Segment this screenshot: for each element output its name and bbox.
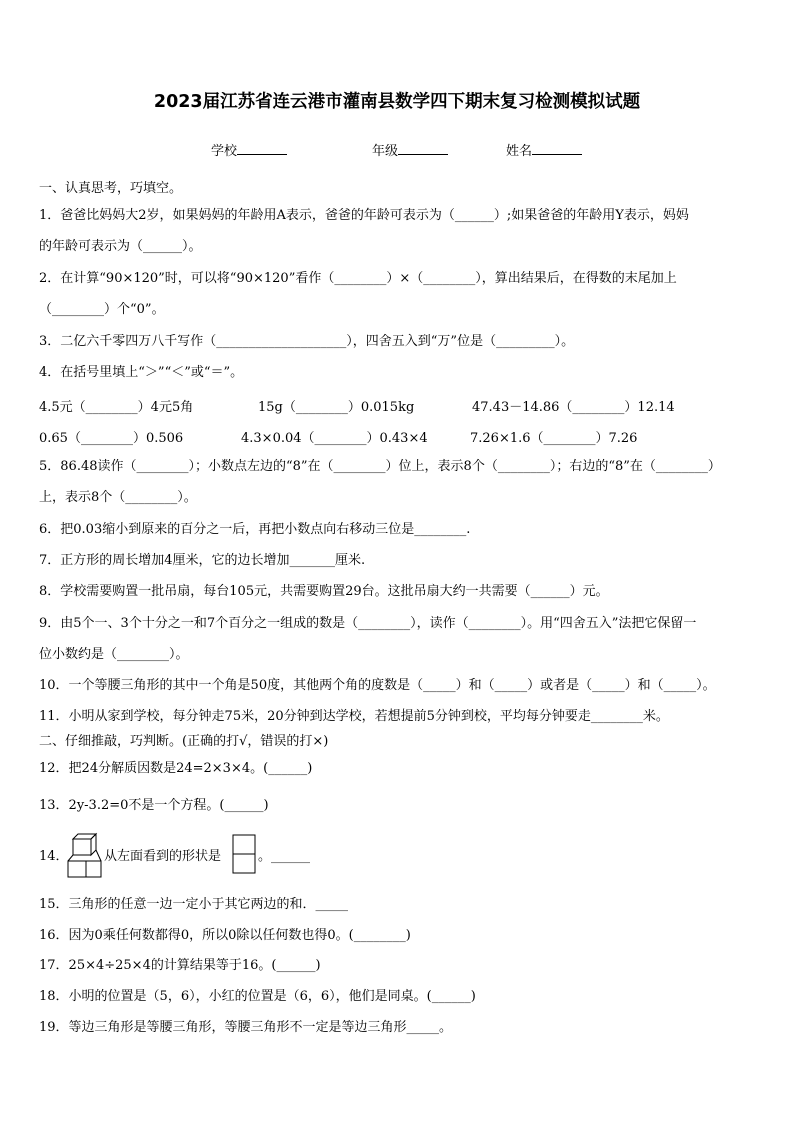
stacked-cubes-figure xyxy=(67,830,103,878)
question-2-line-2: （________）个“0”。 xyxy=(39,302,165,317)
question-7: 7．正方形的周长增加4厘米，它的边长增加_______厘米. xyxy=(39,553,366,568)
question-2-line-1: 2．在计算“90×120”时，可以将“90×120”看作（________）×（________），算出结果后，在得数的末尾加上 xyxy=(39,271,677,286)
question-6: 6．把0.03缩小到原来的百分之一后，再把小数点向右移动三位是________. xyxy=(39,522,471,537)
question-4-item-6: 7.26×1.6（________）7.26 xyxy=(470,431,638,446)
question-3: 3．二亿六千零四万八千写作（____________________），四舍五入到“万”位是（_________）。 xyxy=(39,334,575,349)
name-field xyxy=(506,140,582,159)
left-view-figure xyxy=(232,834,256,874)
school-label: 学校 xyxy=(211,144,238,159)
section2-heading: 二、仔细推敲，巧判断。(正确的打√，错误的打×) xyxy=(39,734,329,749)
school-blank xyxy=(237,142,287,155)
question-14-number: 14． xyxy=(39,849,69,864)
question-9-line-2: 位小数约是（________）。 xyxy=(39,647,189,662)
question-11: 11．小明从家到学校，每分钟走75米，20分钟到达学校，若想提前5分钟到校，平均每分钟要走________米。 xyxy=(39,709,669,724)
question-9-line-1: 9．由5个一、3个十分之一和7个百分之一组成的数是（________），读作（________）。用“四舍五入”法把它保留一 xyxy=(39,616,697,631)
question-4-item-2: 15g（________）0.015kg xyxy=(258,400,415,415)
question-1-line-1: 1．爸爸比妈妈大2岁，如果妈妈的年龄用A表示，爸爸的年龄可表示为（______）;如果爸爸的年龄用Y表示，妈妈 xyxy=(39,208,689,223)
question-19: 19．等边三角形是等腰三角形，等腰三角形不一定是等边三角形_____。 xyxy=(39,1020,453,1035)
section1-heading: 一、认真思考，巧填空。 xyxy=(39,181,183,196)
question-16: 16．因为0乘任何数都得0，所以0除以任何数也得0。(________) xyxy=(39,928,411,943)
question-5-line-2: 上，表示8个（________）。 xyxy=(39,490,197,505)
question-4-item-4: 0.65（________）0.506 xyxy=(39,431,184,446)
question-5-line-1: 5．86.48读作（________）；小数点左边的“8”在（________）位上，表示8个（________）；右边的“8”在（________） xyxy=(39,459,721,474)
question-4: 4．在括号里填上“＞”“＜”或“＝”。 xyxy=(39,365,244,380)
question-4-item-3: 47.43－14.86（________）12.14 xyxy=(472,400,675,415)
school-field xyxy=(211,140,287,159)
question-4-item-5: 4.3×0.04（________）0.43×4 xyxy=(241,431,428,446)
page-title: 2023届江苏省连云港市灌南县数学四下期末复习检测模拟试题 xyxy=(153,92,641,112)
question-17: 17．25×4÷25×4的计算结果等于16。(______) xyxy=(39,958,321,973)
question-10: 10．一个等腰三角形的其中一个角是50度，其他两个角的度数是（_____）和（_____）或者是（_____）和（_____）。 xyxy=(39,678,716,693)
question-4-item-1: 4.5元（________）4元5角 xyxy=(39,400,194,415)
question-14-text: 从左面看到的形状是 xyxy=(104,849,222,864)
question-8: 8．学校需要购置一批吊扇，每台105元，共需要购置29台。这批吊扇大约一共需要（______）元。 xyxy=(39,584,609,599)
grade-label: 年级 xyxy=(372,144,399,159)
grade-field xyxy=(372,140,448,159)
question-1-line-2: 的年龄可表示为（______）。 xyxy=(39,239,202,254)
question-14-tail: 。______ xyxy=(258,849,311,864)
question-18: 18．小明的位置是（5，6），小红的位置是（6，6），他们是同桌。(______) xyxy=(39,989,476,1004)
question-12: 12．把24分解质因数是24=2×3×4。(______) xyxy=(39,761,313,776)
name-blank xyxy=(532,142,582,155)
question-13: 13．2y-3.2=0不是一个方程。(______) xyxy=(39,798,269,813)
name-label: 姓名 xyxy=(506,144,533,159)
grade-blank xyxy=(398,142,448,155)
question-15: 15．三角形的任意一边一定小于其它两边的和．_____ xyxy=(39,897,349,912)
